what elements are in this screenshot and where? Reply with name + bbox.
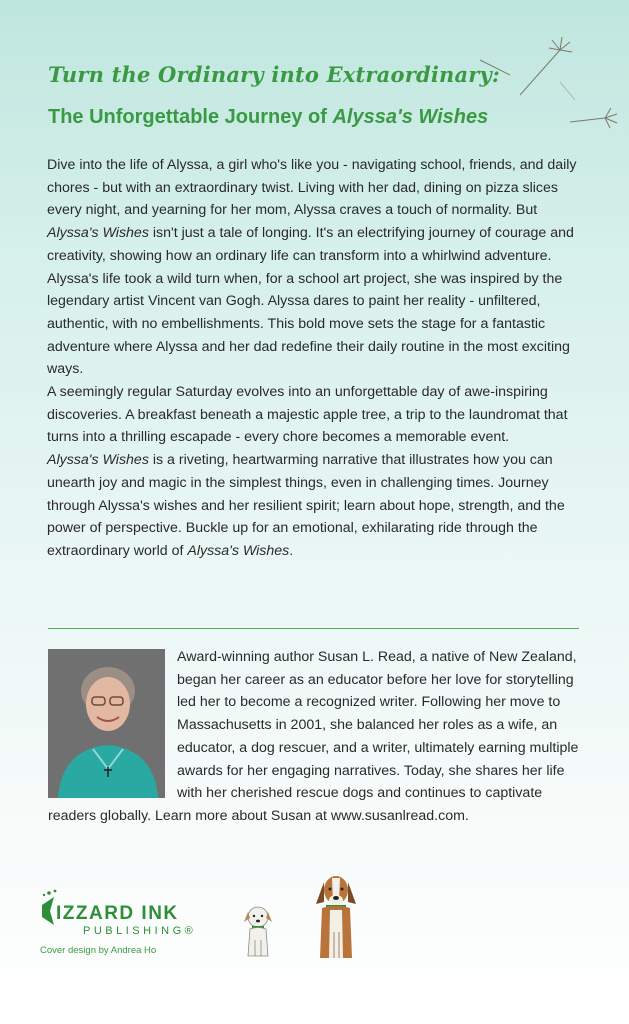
- author-bio: [48, 646, 583, 828]
- section-divider: [48, 628, 579, 629]
- publisher-name: IZZARD INK: [56, 903, 179, 924]
- subheadline: [48, 106, 488, 129]
- blurb-p4-text: is a riveting, heartwarming narrative that illustrates how you can unearth joy and magic in the simplest things, even in challenging times. Journey through Alyssa's wishes and her resilient spirit; learn about hope, strength, and the power of perspective. Buckle up for an emotional, exhilarating ride through the extraordinary world of: [47, 452, 565, 559]
- blurb-p1-book-title: Alyssa's Wishes: [47, 225, 149, 242]
- blurb-paragraph-1: [47, 154, 585, 268]
- blurb-paragraph-3: A seemingly regular Saturday evolves into an unforgettable day of awe-inspiring discoveries. A breakfast beneath a majestic apple tree, a trip to the laundromat that turns into a thrilling escapade - every chore becomes a memorable event.: [47, 384, 568, 446]
- blurb-p1-text-b: isn't just a tale of longing. It's an electrifying journey of courage and creativity, showing how an ordinary life can transform into a whirlwind adventure.: [47, 225, 574, 264]
- beagle-dog-illustration: [312, 872, 360, 960]
- blurb-paragraph-2: Alyssa's life took a wild turn when, for a school art project, she was inspired by the legendary artist Vincent van Gogh. Alyssa dares to paint her reality - unfiltered, authentic, with no embellishments. This bold move sets the stage for a fantastic adventure where Alyssa and her dad redefine their daily routine in the most exciting ways.: [47, 270, 570, 378]
- blurb-p4-book-title: Alyssa's Wishes: [47, 452, 149, 469]
- author-bio-text: Award-winning author Susan L. Read, a native of New Zealand, began her career as an educator before her love for storytelling led her to become a recognized writer. Following her move to Massachusetts in 2001, she balanced her roles as a wife, an educator, a dog rescuer, and a writer, ultimately earning multiple awards for her engaging narratives. Today, she shares her life with her cherished rescue dogs and continues to captivate readers globally. Learn more about Susan at www.susanlread.com.: [48, 649, 579, 824]
- book-blurb: [47, 154, 585, 563]
- publisher-subname: [83, 925, 196, 937]
- cover-design-credit: Cover design by Andrea Ho: [40, 945, 157, 956]
- white-dog-illustration: [240, 902, 276, 958]
- registered-mark: ®: [184, 925, 197, 937]
- blurb-p4-book-title-end: Alyssa's Wishes: [187, 542, 290, 559]
- publisher-sub-text: PUBLISHING: [83, 925, 185, 937]
- subheadline-book-title: Alyssa's Wishes: [332, 106, 489, 128]
- headline: Turn the Ordinary into Extraordinary:: [48, 62, 500, 87]
- blurb-paragraph-4: [47, 449, 585, 563]
- blurb-p4-end: .: [289, 542, 294, 559]
- subheadline-prefix: The Unforgettable Journey of: [48, 106, 333, 128]
- photo-float-spacer: [48, 646, 167, 796]
- blurb-p1-text-a: Dive into the life of Alyssa, a girl who's like you - navigating school, friends, and daily chores - but with an extraordinary twist. Living with her dad, dining on pizza slices every night, and yearning for her mom, Alyssa craves a touch of normality. But: [47, 157, 577, 219]
